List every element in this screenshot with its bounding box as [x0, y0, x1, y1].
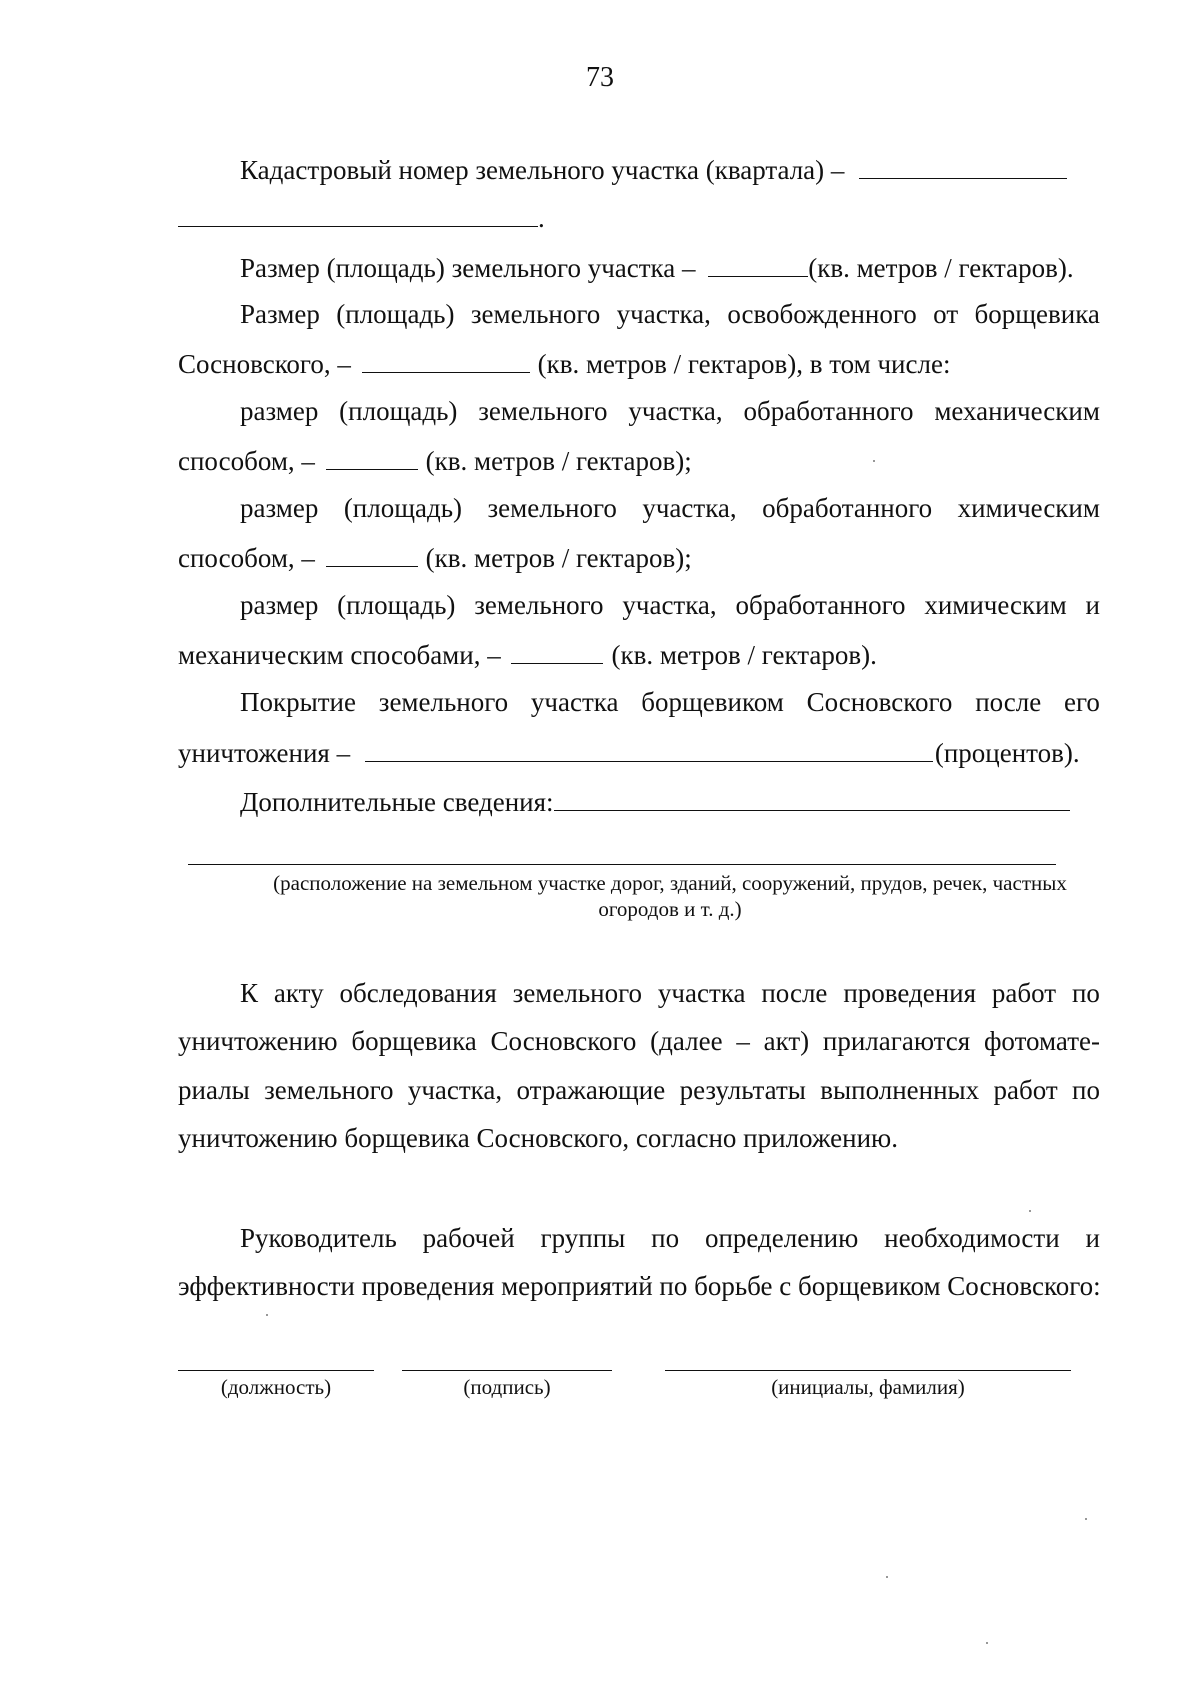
attachment-text-3-word: выполненных — [820, 1075, 980, 1105]
coverage-text-1-word: после — [975, 687, 1042, 717]
attachment-text-1-word: работ — [991, 978, 1057, 1008]
cadastral-number-field[interactable] — [859, 152, 1067, 179]
combined-text-1-word: участка, — [622, 590, 717, 620]
initials-surname-field[interactable] — [665, 1370, 1071, 1371]
combined-text-1-word: (площадь) — [337, 590, 456, 620]
combined-suffix: (кв. метров / гектаров). — [611, 640, 877, 670]
cadastral-end-period: . — [538, 203, 545, 233]
chemical-area-field[interactable] — [326, 540, 418, 567]
chemical-text-1-word: обработанного — [762, 493, 933, 523]
coverage-line-2 — [178, 735, 1080, 769]
area-unit: (кв. метров / гектаров). — [808, 253, 1074, 283]
mechanical-text-1-word: земельного — [478, 396, 608, 426]
cleared-area-text-1-word: Размер — [240, 299, 320, 329]
attachment-text-1-word: участка — [657, 978, 746, 1008]
signature-heading-text-1-word: рабочей — [422, 1223, 515, 1253]
cleared-area-line-2 — [178, 346, 950, 380]
coverage-percent-field[interactable] — [365, 735, 933, 762]
mechanical-line-2 — [178, 443, 692, 477]
additional-info-hint: (расположение на земельном участке дорог, зданий, сооружений, прудов, речек, частных огородов и т. д.) — [273, 871, 1067, 921]
chemical-text-1-word: (площадь) — [343, 493, 463, 523]
attachment-line-3 — [178, 1074, 1100, 1106]
combined-text-1-word: размер — [240, 590, 319, 620]
page-number: 73 — [586, 62, 614, 93]
signature-heading-text-1-word: необходимости — [884, 1223, 1060, 1253]
attachment-text-3-word: участка, — [407, 1075, 503, 1105]
attachment-text-2-word: прилагаются — [822, 1026, 971, 1056]
combined-text-1-word: и — [1085, 590, 1100, 620]
cadastral-label: Кадастровый номер земельного участка (квартала) – — [240, 155, 845, 185]
scan-speck — [886, 1576, 888, 1578]
attachment-text-1-word: акту — [273, 978, 324, 1008]
chemical-line-1 — [240, 492, 1100, 524]
signature-caption: (подпись) — [463, 1375, 551, 1399]
additional-info-field-line-2[interactable] — [188, 864, 1056, 865]
coverage-suffix: (процентов). — [934, 738, 1080, 768]
mechanical-line-1 — [240, 395, 1100, 427]
coverage-text-1-word: Сосновского — [806, 687, 953, 717]
attachment-text-3-word: результаты — [679, 1075, 806, 1105]
additional-info-row — [240, 784, 1070, 818]
cadastral-number-continuation — [178, 200, 545, 234]
attachment-text-1-word: проведения — [843, 978, 977, 1008]
mechanical-area-field[interactable] — [326, 443, 418, 470]
signature-heading-text-1-word: Руководитель — [240, 1223, 397, 1253]
signature-heading-text-1-word: по — [651, 1223, 680, 1253]
scan-speck — [266, 1314, 268, 1316]
cadastral-number-row — [240, 152, 1067, 186]
cleared-area-suffix: (кв. метров / гектаров), в том числе: — [537, 349, 951, 379]
attachment-line-4: уничтожению борщевика Сосновского, согласно приложению. — [178, 1123, 898, 1153]
attachment-text-2-word: Сосновского — [490, 1026, 637, 1056]
attachment-line-1 — [240, 977, 1100, 1009]
coverage-text-1-word: земельного — [378, 687, 509, 717]
cleared-area-text-1-word: от — [933, 299, 959, 329]
cleared-area-text-1-word: (площадь) — [336, 299, 455, 329]
mechanical-text-1-word: (площадь) — [339, 396, 458, 426]
signature-field[interactable] — [402, 1370, 612, 1371]
scan-speck — [1085, 1518, 1087, 1520]
coverage-text-1-word: участка — [530, 687, 619, 717]
chemical-line-2 — [178, 540, 692, 574]
cleared-area-line-1 — [240, 298, 1100, 330]
scan-speck — [873, 460, 875, 462]
signature-heading-line-1 — [240, 1222, 1100, 1254]
combined-area-field[interactable] — [511, 637, 603, 664]
attachment-text-2-word: акт) — [763, 1026, 810, 1056]
attachment-text-2-word: борщевика — [351, 1026, 477, 1056]
chemical-text-1-word: размер — [240, 493, 319, 523]
initials-surname-caption: (инициалы, фамилия) — [771, 1375, 965, 1399]
cleared-area-text-1-word: участка, — [616, 299, 711, 329]
cleared-area-field[interactable] — [362, 346, 530, 373]
mechanical-text-1-word: механическим — [934, 396, 1100, 426]
attachment-text-1-word: после — [761, 978, 828, 1008]
mechanical-prefix: способом, – — [178, 446, 315, 476]
cleared-area-text-1-word: земельного — [470, 299, 601, 329]
area-field[interactable] — [708, 250, 808, 277]
area-row — [240, 250, 1074, 284]
additional-info-field[interactable] — [554, 784, 1070, 811]
signature-heading-line-2: эффективности проведения мероприятий по борьбе с борщевиком Сосновского: — [178, 1271, 1101, 1301]
combined-prefix: механическим способами, – — [178, 640, 501, 670]
combined-line-1 — [240, 589, 1100, 621]
chemical-suffix: (кв. метров / гектаров); — [425, 543, 692, 573]
attachment-text-2-word: уничтожению — [178, 1026, 338, 1056]
mechanical-suffix: (кв. метров / гектаров); — [425, 446, 692, 476]
attachment-text-3-word: земельного — [264, 1075, 394, 1105]
chemical-text-1-word: химическим — [957, 493, 1100, 523]
signature-heading-text-1-word: группы — [540, 1223, 626, 1253]
scan-speck — [1029, 1210, 1031, 1212]
mechanical-text-1-word: участка, — [628, 396, 723, 426]
attachment-text-1-word: обследования — [339, 978, 497, 1008]
cleared-area-text-1-word: освобожденного — [727, 299, 917, 329]
coverage-text-1-word: борщевиком — [641, 687, 784, 717]
mechanical-text-1-word: обработанного — [743, 396, 914, 426]
attachment-line-2 — [178, 1025, 1100, 1057]
coverage-text-1-word: Покрытие — [240, 687, 356, 717]
coverage-prefix: уничтожения – — [178, 738, 351, 768]
combined-text-1-word: химическим — [924, 590, 1067, 620]
attachment-text-2-word: (далее — [650, 1026, 723, 1056]
cadastral-number-field-continued[interactable] — [178, 200, 538, 227]
mechanical-text-1-word: размер — [240, 396, 319, 426]
attachment-text-3-word: работ — [993, 1075, 1058, 1105]
position-caption: (должность) — [220, 1375, 332, 1399]
cleared-area-text-1-word: борщевика — [974, 299, 1100, 329]
attachment-text-3-word: риалы — [178, 1075, 250, 1105]
attachment-text-2-word: фотомате- — [983, 1026, 1100, 1056]
combined-text-1-word: земельного — [474, 590, 604, 620]
additional-label: Дополнительные сведения: — [240, 787, 554, 817]
attachment-text-3-word: по — [1072, 1075, 1100, 1105]
attachment-text-1-word: К — [240, 978, 259, 1008]
attachment-text-1-word: по — [1071, 978, 1100, 1008]
position-field[interactable] — [178, 1370, 374, 1371]
chemical-prefix: способом, – — [178, 543, 315, 573]
coverage-line-1 — [240, 686, 1100, 718]
signature-heading-text-1-word: определению — [704, 1223, 859, 1253]
combined-line-2 — [178, 637, 877, 671]
coverage-text-1-word: его — [1064, 687, 1100, 717]
attachment-text-3-word: отражающие — [516, 1075, 666, 1105]
area-label: Размер (площадь) земельного участка – — [240, 253, 696, 283]
scan-speck — [986, 1642, 988, 1644]
signature-heading-text-1-word: и — [1085, 1223, 1100, 1253]
combined-text-1-word: обработанного — [735, 590, 906, 620]
chemical-text-1-word: участка, — [642, 493, 737, 523]
chemical-text-1-word: земельного — [487, 493, 617, 523]
cleared-area-prefix: Сосновского, – — [178, 349, 351, 379]
attachment-text-2-word: – — [736, 1026, 750, 1056]
attachment-text-1-word: земельного — [512, 978, 643, 1008]
